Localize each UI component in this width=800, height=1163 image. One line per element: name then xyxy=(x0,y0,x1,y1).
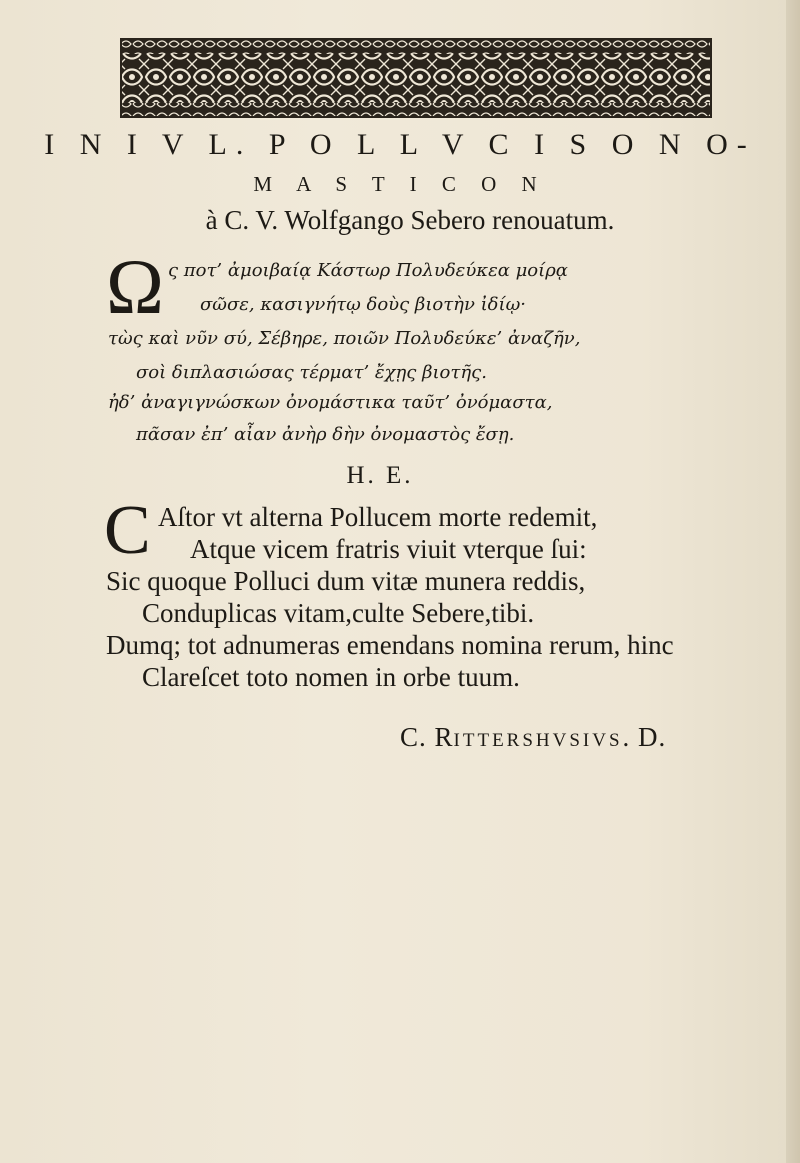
greek-line: ἠδ’ ἀναγιγνώσκων ὀνομάστικα ταῦτ’ ὀνόμαστα, xyxy=(108,392,553,413)
signature xyxy=(400,722,666,753)
latin-line: Conduplicas vitam,culte Sebere,tibi. xyxy=(142,598,535,628)
latin-drop-cap: C xyxy=(104,492,151,569)
signature-initial: C. R xyxy=(400,722,454,752)
section-heading: H. E. xyxy=(346,462,414,489)
latin-line: Dumq; tot adnumeras emendans nomina rerum, hinc xyxy=(106,630,674,660)
latin-line: Aſtor vt alterna Pollucem morte redemit, xyxy=(158,502,598,532)
title-line-1: I N I V L. P O L L V C I S O N O- xyxy=(44,128,756,161)
greek-line: ς ποτ’ ἀμοιβαίᾳ Κάστωρ Πολυδεύκεα μοίρᾳ xyxy=(168,260,568,281)
latin-line: Atque vicem fratris viuit vterque ſui: xyxy=(190,534,587,564)
greek-line: σοὶ διπλασιώσας τέρματ’ ἔχῃς βιοτῆς. xyxy=(136,362,487,383)
greek-drop-cap: Ω xyxy=(106,243,164,330)
latin-line: Clareſcet toto nomen in orbe tuum. xyxy=(142,662,520,692)
greek-line: τὼς καὶ νῦν σύ, Σέβηρε, ποιῶν Πολυδεύκε’ ἀναζῆν, xyxy=(108,328,581,349)
title-line-2: M A S T I C O N xyxy=(253,172,547,196)
title-line-3: à C. V. Wolfgango Sebero renouatum. xyxy=(205,205,615,235)
signature-suffix: . D. xyxy=(622,722,667,752)
ornamental-headband xyxy=(120,38,712,118)
signature-smallcaps: ITTERSHVSIVS xyxy=(453,730,623,751)
greek-line: πᾶσαν ἐπ’ αἶαν ἀνὴρ δὴν ὀνομαστὸς ἔσῃ. xyxy=(136,424,515,445)
latin-line: Sic quoque Polluci dum vitæ munera reddis, xyxy=(106,566,586,596)
greek-line: σῶσε, κασιγνήτῳ δοὺς βιοτὴν ἰδίῳ· xyxy=(200,294,526,315)
